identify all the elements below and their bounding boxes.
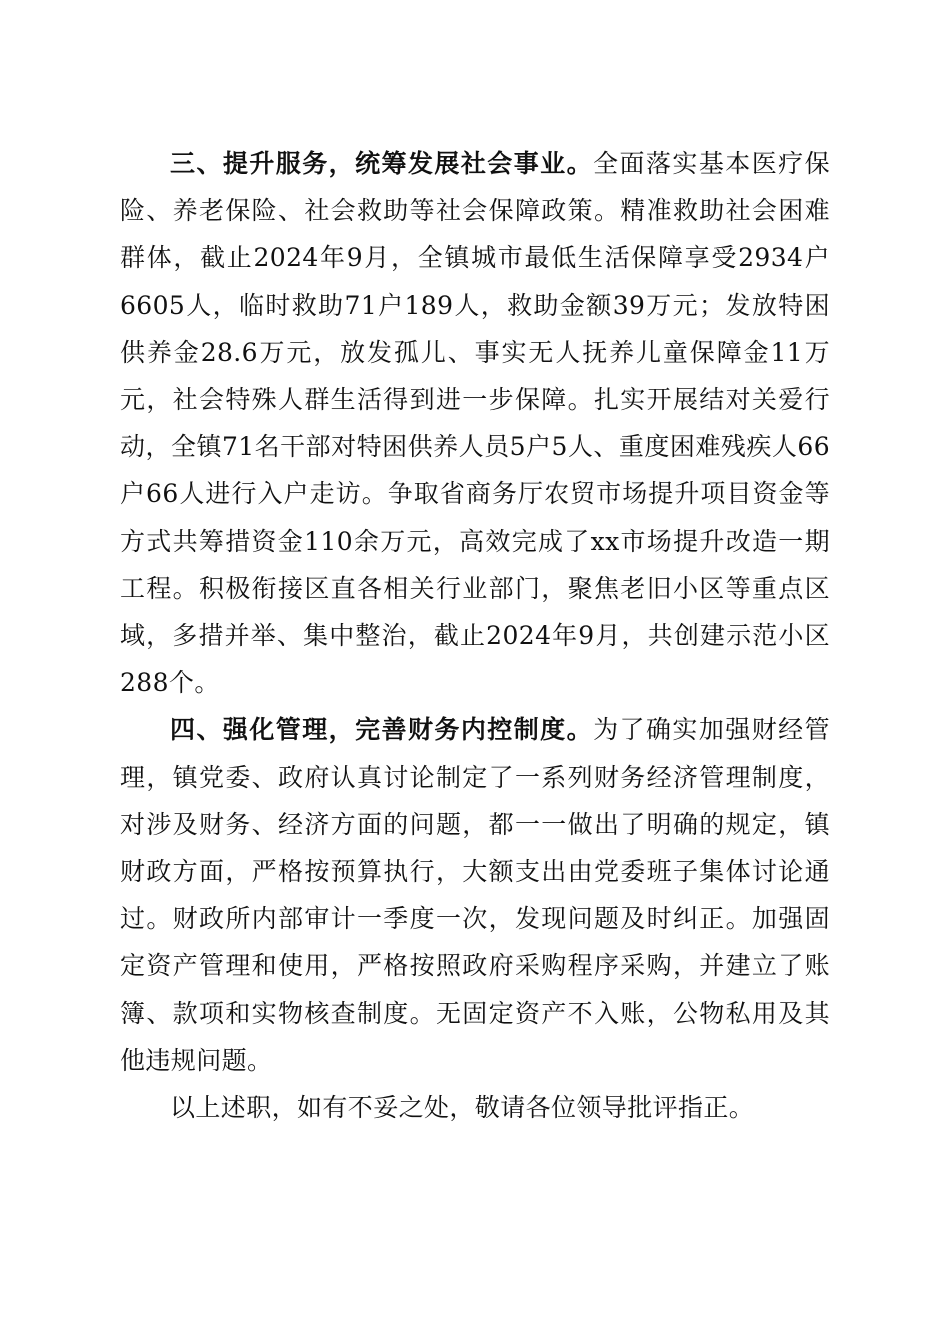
closing-remark: 以上述职，如有不妥之处，敬请各位领导批评指正。 (170, 1093, 755, 1123)
section-heading-4: 四、强化管理，完善财务内控制度。 (170, 715, 594, 745)
paragraph-text: 为了确实加强财经管理，镇党委、政府认真讨论制定了一系列财务经济管理制度，对涉及财务、经济方面的问题，都一一做出了明确的规定，镇财政方面，严格按预算执行，大额支出由党委班子集体讨论通过。财政所内部审计一季度一次，发现问题及时纠正。加强固定资产管理和使用，严格按照政府采购程序采购，并建立了账簿、款项和实物核查制度。无固定资产不入账，公物私用及其他违规问题。 (120, 715, 830, 1075)
paragraph-text: 全面落实基本医疗保险、养老保险、社会救助等社会保障政策。精准救助社会困难群体，截止2024年9月，全镇城市最低生活保障享受2934户6605人，临时救助71户189人，救助金额39万元；发放特困供养金28.6万元，放发孤儿、事实无人抚养儿童保障金11万元，社会特殊人群生活得到进一步保障。扎实开展结对关爱行动，全镇71名干部对特困供养人员5户5人、重度困难残疾人66户66人进行入户走访。争取省商务厅农贸市场提升项目资金等方式共筹措资金110余万元，高效完成了xx市场提升改造一期工程。积极衔接区直各相关行业部门，聚焦老旧小区等重点区域，多措并举、集中整治，截止2024年9月，共创建示范小区288个。 (120, 149, 830, 698)
paragraph-financial-control (120, 706, 830, 1084)
paragraph-social-services (120, 140, 830, 706)
document-body (120, 140, 830, 1131)
section-heading-3: 三、提升服务，统筹发展社会事业。 (170, 149, 594, 178)
